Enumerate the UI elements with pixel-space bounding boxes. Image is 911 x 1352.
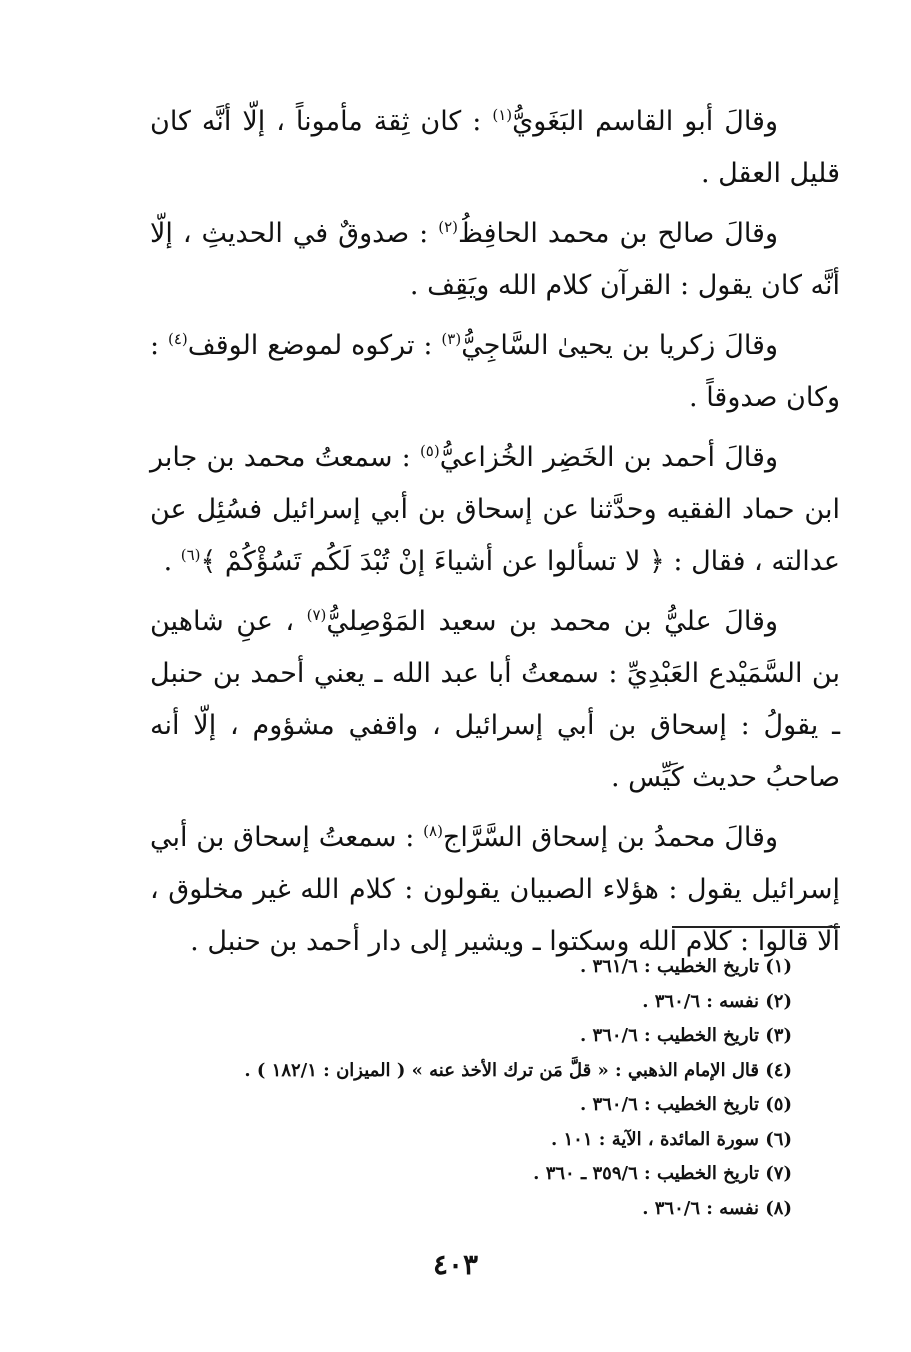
footnote-reference: (٢) [438, 218, 458, 236]
footnote-reference: (٦) [180, 546, 201, 564]
footnote: (٦) سورة المائدة ، الآية : ١٠١ . [550, 1128, 792, 1150]
footnote: (٧) تاريخ الخطيب : ٣٥٩/٦ ـ ٣٦٠ . [533, 1163, 792, 1184]
footnote-reference: (٥) [419, 442, 440, 460]
footnote-reference: (٤) [168, 330, 188, 348]
paragraph: وقالَ زكريا بن يحيىٰ السَّاجِيُّ$^{(٣)}$ : تركوه لموضع الوقف$^{(٤)}$ : وكان صدوقاً . [150, 330, 840, 413]
footnote: (٨) نفسه : ٣٦٠/٦ . [642, 1197, 792, 1219]
footnote: (٤) قال الإمام الذهبي : « قلَّ مَن ترك الأخذ عنه » ( الميزان : ١٨٢/١ ) . [244, 1059, 792, 1081]
footnote-divider [672, 926, 840, 928]
page-number: ٤٠٣ [432, 1248, 479, 1281]
footnote-reference: (٣) [441, 330, 462, 348]
paragraph: وقالَ عليُّ بن محمد بن سعيد المَوْصِليُّ$^{(٧)}$ ، عنِ شاهين بن السَّمَيْدع العَبْدِيِّ : سمعتُ أبا عبد الله ـ يعني أحمد بن حنبل ـ يقولُ : إسحاق بن أبي إسرائيل ، واقفي مشؤوم ، إلّا أنه صاحبُ حديث كَيِّس . [150, 606, 840, 793]
main-text [150, 96, 840, 976]
footnote: (٢) نفسه : ٣٦٠/٦ . [642, 990, 792, 1012]
footnotes [150, 950, 840, 1226]
footnote: (٥) تاريخ الخطيب : ٣٦٠/٦ . [579, 1094, 792, 1115]
footnote: (٣) تاريخ الخطيب : ٣٦٠/٦ . [579, 1025, 792, 1046]
footnote-reference: (١) [492, 106, 513, 124]
footnote: (١) تاريخ الخطيب : ٣٦١/٦ . [579, 956, 792, 977]
paragraph: وقالَ محمدُ بن إسحاق السَّرَّاج$^{(٨)}$ : سمعتُ إسحاق بن أبي إسرائيل يقول : هؤلاء الصبيان يقولون : كلام الله غير مخلوق ، ألَا قالوا : كلام الله وسكتوا ـ ويشير إلى دار أحمد بن حنبل . [150, 822, 840, 957]
footnote-reference: (٧) [306, 606, 327, 624]
paragraph: وقالَ أبو القاسم البَغَويُّ$^{(١)}$ : كان ثِقة مأموناً ، إلّا أنَّه كان قليل العقل . [150, 106, 840, 189]
footnote-reference: (٨) [423, 822, 443, 840]
paragraph: وقالَ صالح بن محمد الحافِظُ$^{(٢)}$ : صدوقٌ في الحديثِ ، إلّا أنَّه كان يقول : القرآن كلام الله ويَقِف . [150, 218, 840, 301]
paragraph: وقالَ أحمد بن الخَضِر الخُزاعيُّ$^{(٥)}$ : سمعتُ محمد بن جابر ابن حماد الفقيه وحدَّثنا عن إسحاق بن أبي إسرائيل فسُئِل عن عدالته ، فقال : ﴿ لا تسألوا عن أشياءَ إنْ تُبْدَ لَكُم تَسُؤْكُمْ ﴾$^{(٦)}$ . [150, 442, 840, 577]
